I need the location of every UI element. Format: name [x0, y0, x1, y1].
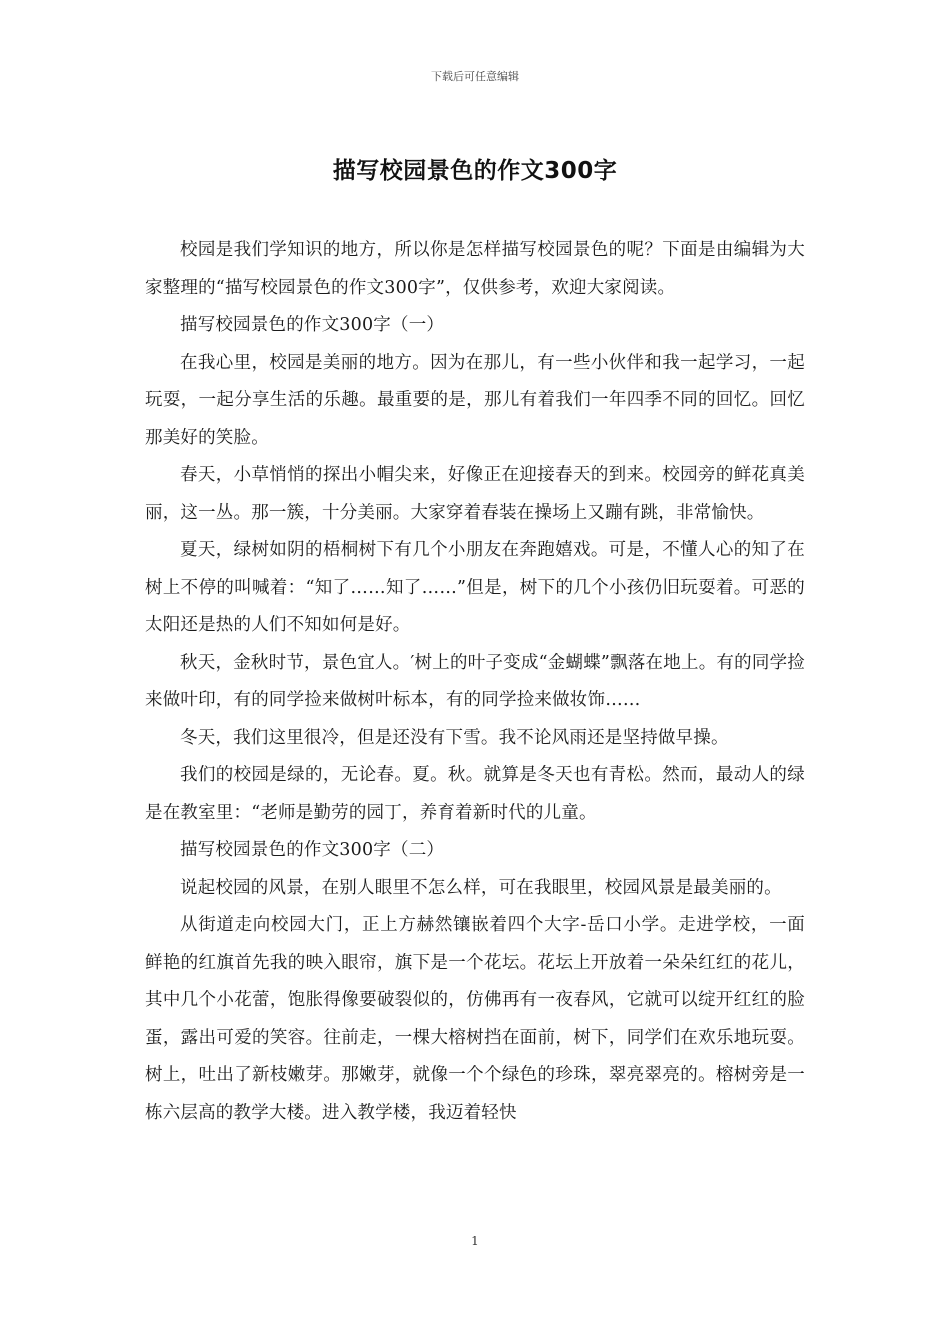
section-heading-one: 描写校园景色的作文300字（一） [180, 315, 445, 335]
paragraph-spring: 春天，小草悄悄的探出小帽尖来，好像正在迎接春天的到来。校园旁的鲜花真美丽，这一丛。那一簇，十分美丽。大家穿着春装在操场上又蹦有跳，非常愉快。 [145, 465, 805, 523]
paragraph-intro: 校园是我们学知识的地方，所以你是怎样描写校园景色的呢？下面是由编辑为大家整理的“描写校园景色的作文300字”，仅供参考，欢迎大家阅读。 [145, 240, 805, 298]
paragraph-summer: 夏天，绿树如阴的梧桐树下有几个小朋友在奔跑嬉戏。可是，不懂人心的知了在树上不停的叫喊着：“知了……知了……”但是，树下的几个小孩仍旧玩耍着。可恶的太阳还是热的人们不知如何是好。 [145, 540, 805, 635]
paragraph: 在我心里，校园是美丽的地方。因为在那儿，有一些小伙伴和我一起学习，一起玩耍，一起分享生活的乐趣。最重要的是，那儿有着我们一年四季不同的回忆。回忆那美好的笑脸。 [145, 352, 805, 448]
paragraph: 从街道走向校园大门，正上方赫然镶嵌着四个大字-岳口小学。走进学校，一面鲜艳的红旗首先我的映入眼帘，旗下是一个花坛。花坛上开放着一朵朵红红的花儿，其中几个小花蕾，饱胀得像要破裂似的，仿佛再有一夜春风，它就可以绽开红红的脸蛋，露出可爱的笑容。往前走，一棵大榕树挡在面前，树下，同学们在欢乐地玩耍。树上，吐出了新枝嫩芽。那嫩芽，就像一个个绿色的珍珠，翠亮翠亮的。榕树旁是一栋六层高的教学大楼。进入教学楼，我迈着轻快 [145, 915, 805, 1123]
page-number: 1 [471, 1234, 479, 1248]
document-title: 描写校园景色的作文300字 [332, 158, 618, 184]
header-note: 下载后可任意编辑 [431, 70, 519, 83]
paragraph: 说起校园的风景，在别人眼里不怎么样，可在我眼里，校园风景是最美丽的。 [180, 877, 782, 898]
paragraph: 我们的校园是绿的，无论春。夏。秋。就算是冬天也有青松。然而，最动人的绿是在教室里：“老师是勤劳的园丁，养育着新时代的儿童。 [145, 765, 805, 823]
paragraph-winter: 冬天，我们这里很冷，但是还没有下雪。我不论风雨还是坚持做早操。 [180, 727, 729, 748]
section-heading-two: 描写校园景色的作文300字（二） [180, 840, 445, 860]
paragraph-autumn: 秋天，金秋时节，景色宜人。′树上的叶子变成“金蝴蝶”飘落在地上。有的同学捡来做叶印，有的同学捡来做树叶标本，有的同学捡来做妆饰…… [145, 652, 805, 710]
document-body [145, 232, 805, 1132]
